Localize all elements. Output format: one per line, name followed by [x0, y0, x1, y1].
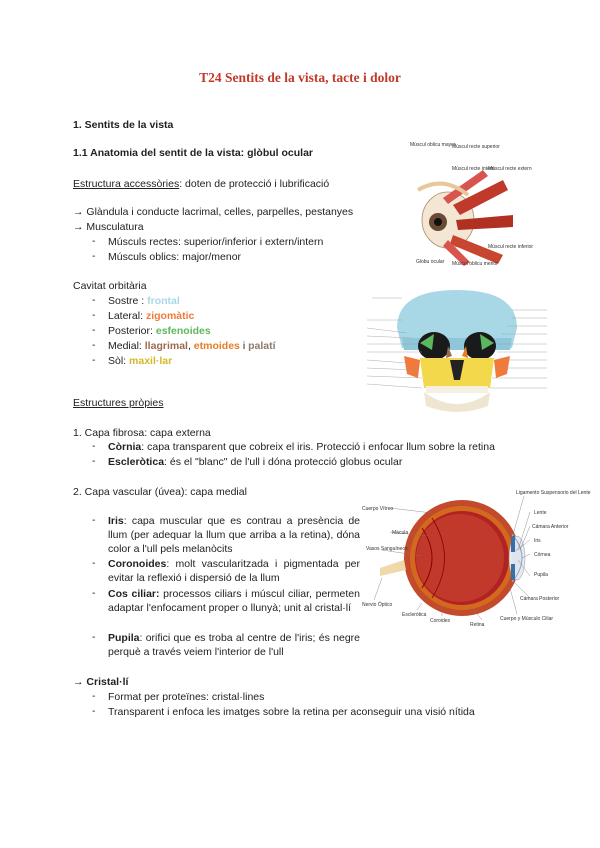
bullet: -	[92, 705, 96, 717]
fig-label: Mácula	[392, 530, 409, 536]
fig-label: Múscul recte extern	[488, 166, 532, 172]
layer-heading: 2. Capa vascular (úvea): capa medial	[73, 486, 247, 498]
orbit-heading: Cavitat orbitària	[73, 280, 147, 292]
bone-name: maxil·lar	[129, 355, 173, 367]
list-item	[108, 309, 194, 323]
eye-muscles-figure	[408, 140, 534, 275]
fig-label: Múscul recte intern	[452, 166, 495, 172]
accessory-item: → Musculatura	[73, 221, 144, 233]
fig-label: Coroides	[430, 618, 451, 624]
fig-label: Retina	[470, 622, 485, 628]
list-item: Format per proteïnes: cristal·lines	[108, 691, 265, 703]
term: Cos ciliar:	[108, 588, 160, 600]
bullet: -	[92, 587, 96, 599]
bullet: -	[92, 354, 96, 366]
bone-name: palatí	[248, 340, 276, 352]
bullet: -	[92, 339, 96, 351]
term: Escleròtica	[108, 456, 165, 468]
accessory-heading: Estructura accessòries	[73, 178, 180, 190]
term: Coronoides	[108, 558, 167, 570]
fig-label: Vasos Sanguíneos	[366, 546, 408, 552]
own-heading: Estructures pròpies	[73, 397, 164, 409]
fig-label: Cámara Anterior	[532, 524, 569, 530]
list-item	[108, 354, 172, 368]
page-title: T24 Sentits de la vista, tacte i dolor	[199, 70, 401, 85]
list-item	[108, 440, 495, 454]
bone-name: etmoides	[193, 340, 240, 352]
accessory-line	[73, 177, 329, 191]
definition: : capa transparent que cobreix el iris. Protecció i enfocar llum sobre la retina	[141, 441, 495, 453]
list-item	[108, 587, 360, 615]
fig-label: Esclerótica	[402, 612, 427, 618]
separator: ,	[187, 340, 194, 352]
orbit-label: Lateral:	[108, 310, 146, 322]
list-item	[108, 339, 276, 353]
fig-label: Cuerpo y Músculo Ciliar	[500, 616, 554, 622]
orbit-label: Medial:	[108, 340, 145, 352]
fig-label: Múscul recte inferior	[488, 244, 534, 250]
bone-name: zigomàtic	[145, 310, 195, 322]
bullet: -	[92, 324, 96, 336]
fig-label: Nervio Óptico	[362, 602, 393, 608]
list-item	[108, 294, 180, 308]
list-item	[108, 557, 360, 585]
list-item: Músculs oblics: major/menor	[108, 251, 242, 263]
fig-label: Lente	[534, 510, 547, 516]
definition: : capa muscular que es contrau a presència de llum (per adequar la llum que arriba a la retina), dóna color a l'ull pels melanòcits	[108, 515, 360, 555]
list-item: Músculs rectes: superior/inferior i extern/intern	[108, 236, 324, 248]
term: Còrnia	[108, 441, 142, 453]
definition: : és el "blanc" de l'ull i dóna protecció globus ocular	[164, 456, 403, 468]
orbit-label: Sòl:	[108, 355, 130, 367]
list-item	[108, 324, 211, 338]
list-item	[108, 455, 402, 469]
list-item: Transparent i enfoca les imatges sobre la retina per aconseguir una visió nítida	[108, 706, 475, 718]
subsection-heading: 1.1 Anatomia del sentit de la vista: glòbul ocular	[73, 147, 313, 159]
bone-name: esfenoides	[155, 325, 211, 337]
definition: : molt vascularitzada i pigmentada per evitar la reflexió i dispersió de la llum	[108, 558, 360, 584]
term: Pupila	[108, 632, 140, 644]
bullet: -	[92, 514, 96, 526]
fig-label: Córnea	[534, 552, 551, 558]
bullet: -	[92, 250, 96, 262]
section-heading: 1. Sentits de la vista	[73, 119, 174, 131]
bullet: -	[92, 631, 96, 643]
fig-label: Iris	[534, 538, 541, 544]
bullet: -	[92, 309, 96, 321]
fig-label: Pupila	[534, 572, 548, 578]
term: Iris	[108, 515, 124, 527]
fig-label: Múscul oblicu menor	[452, 261, 498, 267]
fig-label: Globu ocular	[416, 259, 445, 265]
orbit-label: Sostre :	[108, 295, 148, 307]
bullet: -	[92, 690, 96, 702]
bullet: -	[92, 294, 96, 306]
bullet: -	[92, 455, 96, 467]
list-item	[108, 514, 360, 556]
separator: i	[239, 340, 249, 352]
bone-name: frontal	[147, 295, 180, 307]
orbit-label: Posterior:	[108, 325, 156, 337]
accessory-desc: : doten de protecció i lubrificació	[179, 178, 330, 190]
accessory-item: → Glàndula i conducte lacrimal, celles, parpelles, pestanyes	[73, 206, 354, 218]
crystalline-heading: → Cristal·lí	[73, 676, 129, 688]
bullet: -	[92, 557, 96, 569]
list-item	[108, 631, 360, 659]
skull-figure	[362, 288, 552, 418]
definition: : orifici que es troba al centre de l'iris; és negre perquè a través veiem l'interior de l'ull	[108, 632, 360, 658]
fig-label: Múscul oblicu mayor	[410, 142, 456, 148]
eye-cross-section-figure	[362, 488, 591, 638]
bullet: -	[92, 440, 96, 452]
layer-heading: 1. Capa fibrosa: capa externa	[73, 427, 211, 439]
definition: processos ciliars i múscul ciliar, permeten adaptar l'enfocament proper o llunyà; unit al cristal·lí	[108, 588, 360, 614]
fig-label: Múscul recte superior	[452, 144, 500, 150]
bullet: -	[92, 235, 96, 247]
bone-name: llagrimal	[144, 340, 188, 352]
fig-label: Cuerpo Vítreo	[362, 506, 394, 512]
fig-label: Cámara Posterior	[520, 596, 560, 602]
fig-label: Ligamento Suspensorio del Lente	[516, 490, 591, 496]
